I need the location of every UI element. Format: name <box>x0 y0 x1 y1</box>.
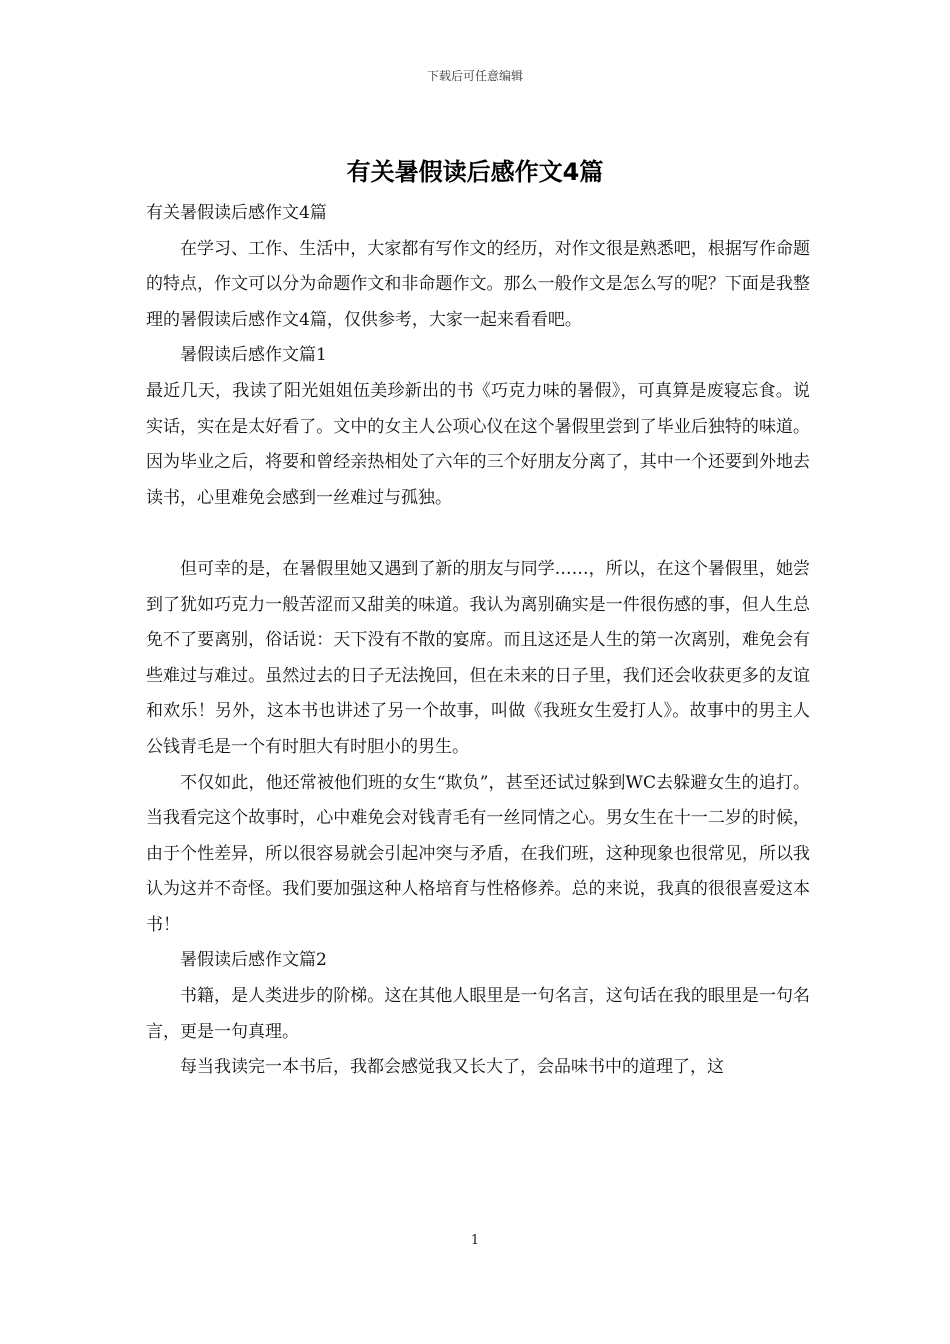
section-heading-2: 暑假读后感作文篇2 <box>180 950 327 971</box>
document-title: 有关暑假读后感作文4篇 <box>346 158 604 186</box>
header-note: 下载后可任意编辑 <box>426 69 523 83</box>
section-heading-1: 暑假读后感作文篇1 <box>180 345 327 366</box>
essay2-paragraph-2: 每当我读完一本书后，我都会感觉我又长大了，会品味书中的道理了，这 <box>180 1057 724 1078</box>
intro-paragraph: 在学习、工作、生活中，大家都有写作文的经历，对作文很是熟悉吧，根据写作命题的特点，作文可以分为命题作文和非命题作文。那么一般作文是怎么写的呢？下面是我整理的暑假读后感作文4篇，仅供参考，大家一起来看看吧。 <box>146 238 810 330</box>
document-body <box>146 196 810 1086</box>
essay2-paragraph-1: 书籍，是人类进步的阶梯。这在其他人眼里是一句名言，这句话在我的眼里是一句名言，更是一句真理。 <box>146 986 810 1042</box>
page-number: 1 <box>470 1233 480 1248</box>
essay1-paragraph-3: 不仅如此，他还常被他们班的女生“欺负”，甚至还试过躲到WC去躲避女生的追打。当我看完这个故事时，心中难免会对钱青毛有一丝同情之心。男女生在十一二岁的时候，由于个性差异，所以很容易就会引起冲突与矛盾，在我们班，这种现象也很常见，所以我认为这并不奇怪。我们要加强这种人格培育与性格修养。总的来说，我真的很很喜爱这本书！ <box>146 772 810 935</box>
subtitle-line: 有关暑假读后感作文4篇 <box>146 203 327 223</box>
essay1-paragraph-1: 最近几天，我读了阳光姐姐伍美珍新出的书《巧克力味的暑假》，可真算是废寝忘食。说实话，实在是太好看了。文中的女主人公项心仪在这个暑假里尝到了毕业后独特的味道。因为毕业之后，将要和曾经亲热相处了六年的三个好朋友分离了，其中一个还要到外地去读书，心里难免会感到一丝难过与孤独。 <box>146 380 810 508</box>
essay1-paragraph-2: 但可幸的是，在暑假里她又遇到了新的朋友与同学……，所以，在这个暑假里，她尝到了犹如巧克力一般苦涩而又甜美的味道。我认为离别确实是一件很伤感的事，但人生总免不了要离别，俗话说：天下没有不散的宴席。而且这还是人生的第一次离别，难免会有些难过与难过。虽然过去的日子无法挽回，但在未来的日子里，我们还会收获更多的友谊和欢乐！另外，这本书也讲述了另一个故事，叫做《我班女生爱打人》。故事中的男主人公钱青毛是一个有时胆大有时胆小的男生。 <box>146 558 810 757</box>
